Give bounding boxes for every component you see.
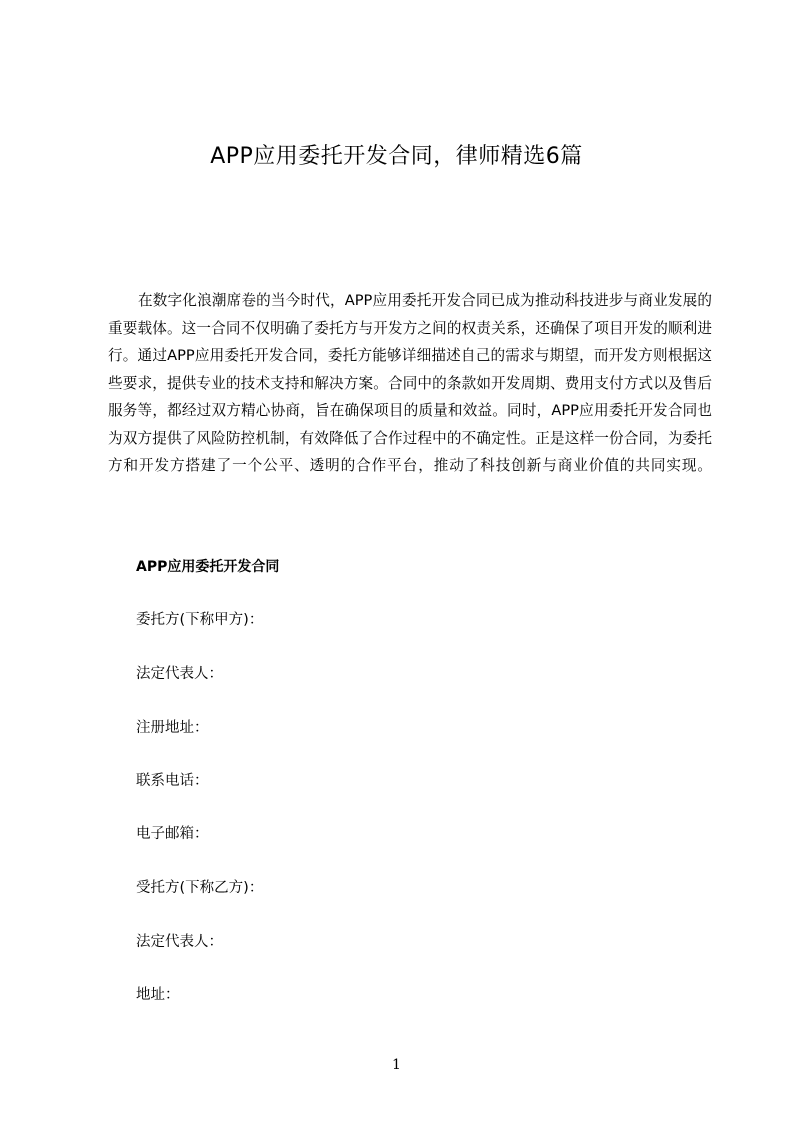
field-email: 电子邮箱：	[136, 826, 209, 842]
field-contact-phone: 联系电话：	[136, 773, 209, 789]
field-registered-address: 注册地址：	[136, 720, 209, 736]
document-title: APP应用委托开发合同，律师精选6篇	[210, 144, 583, 169]
field-contractor-party: 受托方(下称乙方)：	[136, 880, 264, 896]
field-address: 地址：	[136, 987, 180, 1003]
contract-heading: APP应用委托开发合同	[136, 559, 280, 575]
field-contractor-legal-representative: 法定代表人：	[136, 934, 223, 950]
field-client-legal-representative: 法定代表人：	[136, 666, 223, 682]
page-number: 1	[392, 1057, 401, 1073]
intro-paragraph: 在数字化浪潮席卷的当今时代，APP应用委托开发合同已成为推动科技进步与商业发展的重要载体。这一合同不仅明确了委托方与开发方之间的权责关系，还确保了项目开发的顺利进行。通过APP应用委托开发合同，委托方能够详细描述自己的需求与期望，而开发方则根据这些要求，提供专业的技术支持和解决方案。合同中的条款如开发周期、费用支付方式以及售后服务等，都经过双方精心协商，旨在确保项目的质量和效益。同时，APP应用委托开发合同也为双方提供了风险防控机制，有效降低了合作过程中的不确定性。正是这样一份合同，为委托方和开发方搭建了一个公平、透明的合作平台，推动了科技创新与商业价值的共同实现。	[108, 292, 712, 474]
field-client-party: 委托方(下称甲方)：	[136, 612, 264, 628]
